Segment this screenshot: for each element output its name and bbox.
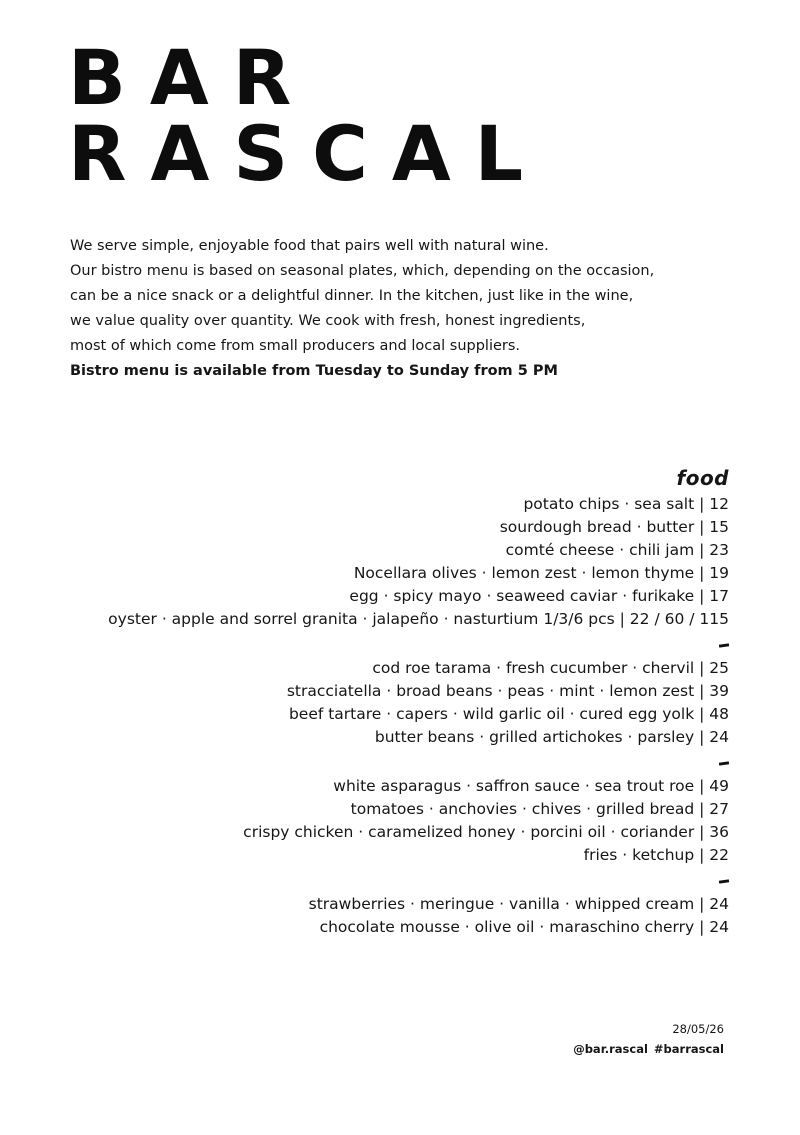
menu-item: chocolate mousse · olive oil · maraschino cherry | 24 <box>319 918 729 936</box>
menu-item: white asparagus · saffron sauce · sea trout roe | 49 <box>333 777 729 795</box>
menu-group-snacks <box>29 493 729 631</box>
menu-footer <box>573 1019 724 1059</box>
intro-line: we value quality over quantity. We cook with fresh, honest ingredients, <box>70 313 586 329</box>
menu-item: cod roe tarama · fresh cucumber · chervil | 25 <box>372 659 729 677</box>
dash-mark <box>719 879 729 883</box>
menu-group-starters <box>29 657 729 749</box>
menu-section-title: food <box>676 466 729 490</box>
intro-line: most of which come from small producers and local suppliers. <box>70 338 521 354</box>
restaurant-logo <box>68 33 548 198</box>
menu-item: beef tartare · capers · wild garlic oil · cured egg yolk | 48 <box>288 705 729 723</box>
menu-item: comté cheese · chili jam | 23 <box>505 541 729 559</box>
menu-item: oyster · apple and sorrel granita · jalapeño · nasturtium 1/3/6 pcs | 22 / 60 / 115 <box>108 610 729 628</box>
menu-item: Nocellara olives · lemon zest · lemon thyme | 19 <box>353 564 729 582</box>
menu-item: potato chips · sea salt | 12 <box>523 495 729 513</box>
section-divider <box>29 749 729 775</box>
intro-line: We serve simple, enjoyable food that pairs well with natural wine. <box>70 238 549 254</box>
food-menu <box>29 465 729 939</box>
intro-line: Our bistro menu is based on seasonal plates, which, depending on the occasion, <box>70 263 655 279</box>
opening-hours: Bistro menu is available from Tuesday to Sunday from 5 PM <box>70 363 558 379</box>
menu-group-desserts <box>29 893 729 939</box>
dash-mark <box>719 643 729 647</box>
menu-date: 28/05/26 <box>672 1022 724 1036</box>
menu-item: crispy chicken · caramelized honey · porcini oil · coriander | 36 <box>243 823 729 841</box>
dash-mark <box>719 761 729 765</box>
menu-item: stracciatella · broad beans · peas · mint · lemon zest | 39 <box>286 682 729 700</box>
menu-group-mains <box>29 775 729 867</box>
social-handles: @bar.rascal #barrascal <box>573 1042 724 1056</box>
logo-line-rascal: RASCAL <box>68 109 548 198</box>
section-divider <box>29 867 729 893</box>
menu-item: butter beans · grilled artichokes · parsley | 24 <box>374 728 729 746</box>
menu-item: sourdough bread · butter | 15 <box>499 518 729 536</box>
menu-item: strawberries · meringue · vanilla · whipped cream | 24 <box>308 895 729 913</box>
intro-text <box>70 234 750 384</box>
menu-item: tomatoes · anchovies · chives · grilled bread | 27 <box>350 800 729 818</box>
section-divider <box>29 631 729 657</box>
intro-line: can be a nice snack or a delightful dinner. In the kitchen, just like in the wine, <box>70 288 634 304</box>
menu-item: egg · spicy mayo · seaweed caviar · furikake | 17 <box>349 587 729 605</box>
logo-line-bar: BAR <box>68 33 316 122</box>
menu-item: fries · ketchup | 22 <box>583 846 729 864</box>
